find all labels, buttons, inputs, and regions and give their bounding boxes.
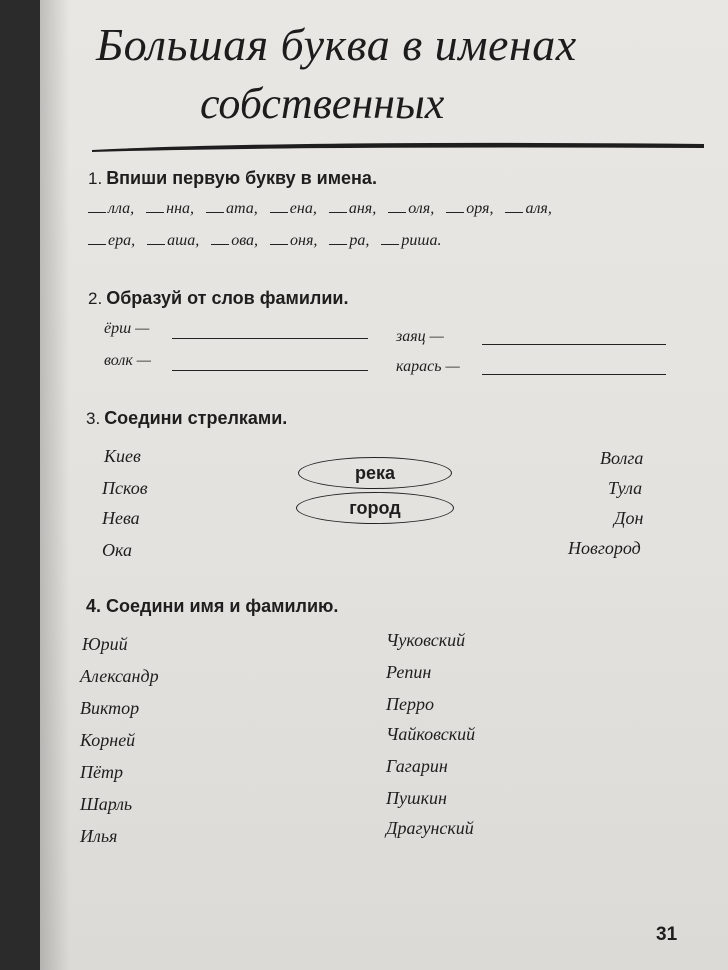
- task1-heading: 1. Впиши первую букву в имена.: [88, 168, 377, 188]
- task3-left-item[interactable]: Нева: [102, 508, 140, 528]
- task3-right-item[interactable]: Тула: [608, 478, 643, 498]
- name-fragment[interactable]: аля,: [505, 200, 551, 217]
- name-fragment[interactable]: риша.: [381, 232, 441, 249]
- name-fragment[interactable]: ова,: [211, 232, 258, 249]
- task4-surname[interactable]: Гагарин: [386, 756, 448, 776]
- category-oval-city[interactable]: город: [296, 492, 454, 524]
- name-fragment[interactable]: аша,: [147, 232, 199, 249]
- task1-row2: [88, 232, 449, 250]
- task4-surname[interactable]: Чуковский: [386, 630, 466, 650]
- task4-first-name[interactable]: Пётр: [80, 762, 123, 782]
- workbook-page: [40, 0, 728, 970]
- task3-right-item[interactable]: Новгород: [568, 538, 641, 558]
- task4-surname[interactable]: Пушкин: [386, 788, 447, 808]
- task4-surname[interactable]: Чайковский: [386, 724, 476, 744]
- name-fragment[interactable]: нна,: [146, 200, 194, 217]
- title-underline: [92, 138, 704, 152]
- name-fragment[interactable]: ата,: [206, 200, 258, 217]
- task4-first-name[interactable]: Корней: [80, 730, 136, 750]
- task4-surname[interactable]: Перро: [386, 694, 434, 714]
- category-oval-river[interactable]: река: [298, 457, 452, 489]
- name-fragment[interactable]: лла,: [88, 200, 134, 217]
- task2-word-ersh: ёрш —: [104, 320, 150, 337]
- task2-answer-line[interactable]: [172, 338, 368, 339]
- task2-word-volk: волк —: [104, 352, 152, 369]
- name-fragment[interactable]: ена,: [270, 200, 317, 217]
- name-fragment[interactable]: оря,: [446, 200, 493, 217]
- task3-left-item[interactable]: Псков: [102, 478, 148, 498]
- page-gutter-shadow: [40, 0, 70, 970]
- task4-heading: 4. Соедини имя и фамилию.: [86, 596, 339, 616]
- task3-heading: 3. Соедини стрелками.: [86, 408, 288, 428]
- task4-first-name[interactable]: Шарль: [80, 794, 133, 814]
- task2-answer-line[interactable]: [482, 344, 666, 345]
- task2-answer-line[interactable]: [482, 374, 666, 375]
- task4-surname[interactable]: Драгунский: [386, 818, 474, 838]
- task2-word-karas: карась —: [396, 358, 460, 375]
- page-title-line2: собственных: [200, 79, 445, 128]
- page-number: 31: [656, 924, 678, 945]
- name-fragment[interactable]: оля,: [388, 200, 434, 217]
- task3-right-item[interactable]: Волга: [600, 448, 644, 468]
- task4-surname[interactable]: Репин: [386, 662, 432, 682]
- task4-first-name[interactable]: Александр: [80, 666, 159, 686]
- task2-heading: 2. Образуй от слов фамилии.: [88, 288, 349, 308]
- task3-right-item[interactable]: Дон: [614, 508, 644, 528]
- name-fragment[interactable]: ера,: [88, 232, 135, 249]
- task2-answer-line[interactable]: [172, 370, 368, 371]
- name-fragment[interactable]: оня,: [270, 232, 317, 249]
- page-title-line1: Большая буква в именах: [96, 19, 577, 70]
- task3-left-item[interactable]: Киев: [104, 446, 141, 466]
- task2-word-zayats: заяц —: [396, 328, 444, 345]
- task4-first-name[interactable]: Юрий: [82, 634, 128, 654]
- name-fragment[interactable]: ра,: [329, 232, 369, 249]
- task3-left-item[interactable]: Ока: [102, 540, 132, 560]
- task4-first-name[interactable]: Илья: [80, 826, 118, 846]
- task1-row1: [88, 200, 560, 218]
- task4-first-name[interactable]: Виктор: [80, 698, 140, 718]
- name-fragment[interactable]: аня,: [329, 200, 376, 217]
